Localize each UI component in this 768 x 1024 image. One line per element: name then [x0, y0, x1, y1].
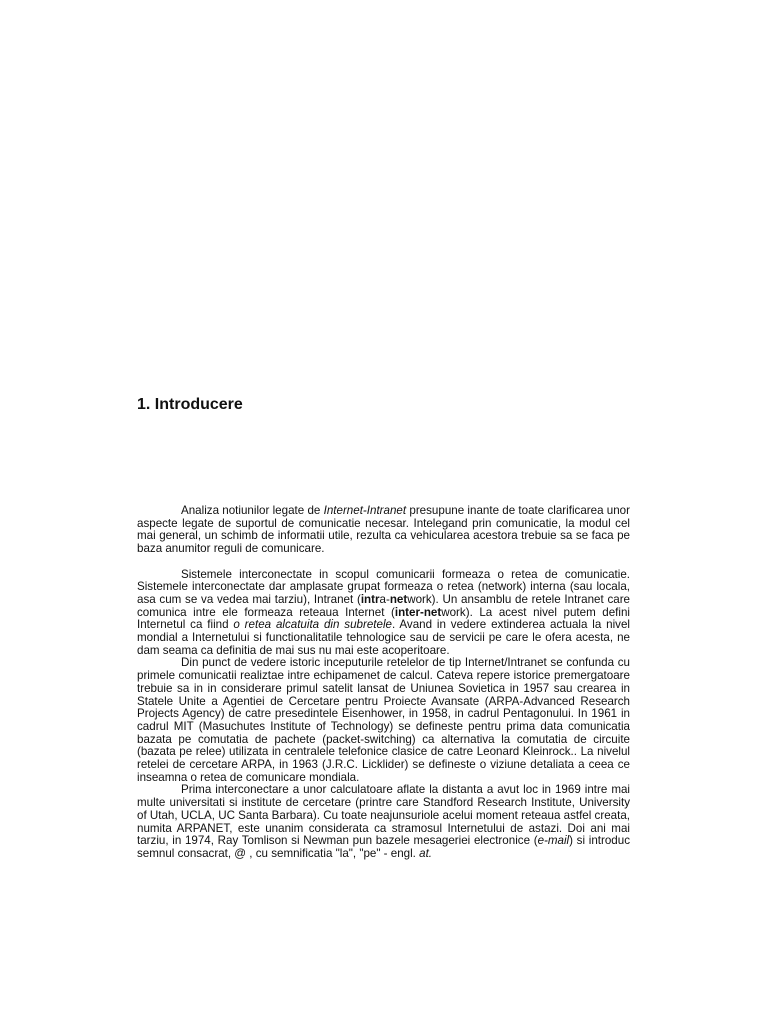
text-segment: at. [419, 846, 433, 860]
text-segment: inter-net [394, 605, 442, 619]
paragraph-arpanet [137, 784, 630, 860]
text-segment: Prima interconectare a unor calculatoare aflate la distanta a avut loc in 1969 intre mai multe universitati si institute de cercetare (printre care Standford Research Institute, University of Utah, UCLA, UC Santa Barbara). Cu toate neajunsuriole acelui moment reteaua astfel creata, numita ARPANET, este unanim considerata ca stramosul Internetului de astazi. Doi ani mai tarziu, in 1974, Ray Tomlison si Newman pun bazele mesageriei electronice ( [137, 783, 630, 848]
text-segment: Analiza notiunilor legate de [181, 504, 324, 517]
text-segment: Din punct de vedere istoric inceputurile retelelor de tip Internet/Intranet se confunda cu primele comunicatii realiztae intre echipamenet de calcul. Cateva repere istorice premergatoare trebuie sa in in considerare primul satelit lansat de Uniunea Sovietica in 1957 sau crearea in Statele Unite a Agentiei de Cercetare pentru Proiecte Avansate (ARPA-Advanced Research Projects Agency) de catre presedintele Eisenhower, in 1958, in cadrul Pentagonului. In 1961 in cadrul MIT (Masuchutes Institute of Technology) se defineste pentru prima data comunicatia bazata pe comutatia de pachete (packet-switching) ca alternativa la comutatia de circuite (bazata pe relee) utilizata in centralele telefonice clasice de catre Leonard Kleinrock.. La nivelul retelei de cercetare ARPA, in 1963 (J.R.C. Licklider) se defineste o viziune detaliata a ceea ce inseamna o retea de comunicare mondiala. [137, 656, 630, 784]
text-segment: intr [360, 592, 380, 606]
text-segment: work). Un ansamblu de retele Intranet care comunica intre ele formeaza reteaua Internet ( [137, 592, 631, 619]
text-segment: e-mail [537, 834, 570, 848]
text-segment: Sistemele interconectate in scopul comunicarii formeaza o retea de comunicatie. Sistemele interconectate dar amplasate grupat formeaza o retea (network) interna (sau locala, asa cum se va vedea mai tarziu), Intranet ( [137, 567, 630, 606]
text-segment: a- [379, 592, 390, 606]
paragraph-istoric [137, 657, 630, 784]
text-segment: Internet-Intranet [323, 504, 407, 517]
text-segment: work). La acest nivel putem defini Internetul ca fiind [137, 605, 631, 632]
text-segment: o retea alcatuita din subretele [233, 618, 392, 632]
text-segment: . Avand in vedere extinderea actuala la nivel mondial a Internetului si functionalitatile tehnologice sau de servicii pe care le ofera acesta, ne dam seama ca definitia de mai sus nu mai este acoperitoare. [137, 618, 630, 657]
text-segment: ) si introduc semnul consacrat, @ , cu semnificatia "la", "pe" - engl. [137, 834, 630, 860]
paragraph-analiza [137, 505, 630, 556]
section-heading: 1. Introducere [137, 396, 243, 413]
text-segment: presupune inante de toate clarificarea unor aspecte legate de suportul de comunicatie necesar. Intelegand prin comunicatie, la modul cel mai general, un schimb de informatii utile, rezulta ca vehicularea acestora trebuie sa se faca pe baza anumitor reguli de comunicare. [137, 504, 630, 556]
paragraph-sisteme [137, 569, 630, 658]
text-segment: net [389, 592, 408, 606]
body-text [137, 505, 630, 861]
